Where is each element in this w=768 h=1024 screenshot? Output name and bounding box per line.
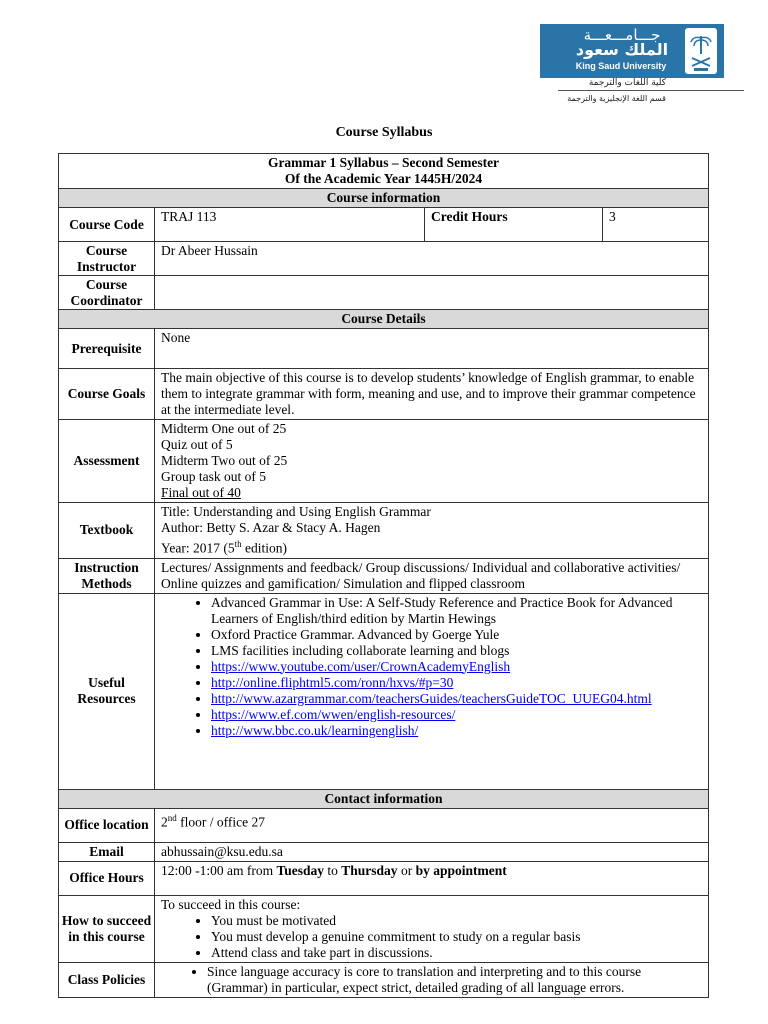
textbook-title: Title: Understanding and Using English Grammar — [161, 504, 431, 519]
syllabus-title-line2: Of the Academic Year 1445H/2024 — [284, 171, 483, 186]
credit-hours-value: 3 — [603, 208, 709, 242]
class-policies-value — [155, 962, 709, 997]
resource-link[interactable]: http://online.fliphtml5.com/ronn/hxvs/#p=30 — [211, 674, 454, 690]
email-value: abhussain@ksu.edu.sa — [155, 842, 709, 861]
syllabus-table — [58, 153, 709, 998]
course-information-header: Course information — [59, 189, 709, 208]
course-goals-row — [59, 369, 709, 420]
page-title: Course Syllabus — [335, 125, 433, 140]
textbook-row — [59, 503, 709, 559]
palm-swords-emblem-icon — [685, 28, 717, 74]
syllabus-heading — [59, 154, 709, 189]
course-code-label: Course Code — [59, 208, 155, 242]
logo-arabic-line2: الملك سعود — [575, 40, 669, 59]
section-row — [59, 789, 709, 808]
prerequisite-label: Prerequisite — [59, 329, 155, 369]
assessment-item: Midterm Two out of 25 — [161, 453, 288, 468]
resource-link[interactable]: https://www.ef.com/wwen/english-resources/ — [211, 706, 456, 722]
resource-link-item — [211, 675, 702, 691]
course-instructor-label: Course Instructor — [59, 242, 155, 276]
how-to-succeed-label: How to succeed in this course — [59, 895, 155, 962]
syllabus-heading-row — [59, 154, 709, 189]
textbook-author: Author: Betty S. Azar & Stacy A. Hagen — [161, 520, 381, 535]
resource-item: • Oxford Practice Grammar. Advanced by Goerge Yule — [211, 627, 702, 643]
assessment-item: Final out of 40 — [161, 485, 241, 500]
resource-link-item — [211, 659, 702, 675]
instruction-methods-label: Instruction Methods — [59, 558, 155, 593]
office-hours-label: Office Hours — [59, 861, 155, 895]
resources-list — [161, 595, 702, 739]
course-instructor-row — [59, 242, 709, 276]
office-hours-value: 12:00 -1:00 am from Tuesday to Thursday or by appointment — [155, 861, 709, 895]
course-goals-label: Course Goals — [59, 369, 155, 420]
course-goals-value: The main objective of this course is to develop students’ knowledge of English grammar, to enable them to integrate grammar with form, meaning and use, and to improve their grammar competence at the intermediate level. — [155, 369, 709, 420]
assessment-list — [155, 420, 709, 503]
how-to-succeed-intro: To succeed in this course: — [161, 896, 301, 912]
succeed-item: • Attend class and take part in discussions. — [211, 945, 702, 961]
course-code-row — [59, 208, 709, 242]
email-label: Email — [59, 842, 155, 861]
assessment-item: Midterm One out of 25 — [161, 421, 287, 436]
college-name-arabic: كلية اللغات والترجمة — [588, 78, 666, 88]
how-to-succeed-value — [155, 895, 709, 962]
how-to-succeed-list — [161, 913, 702, 961]
resource-link-item — [211, 707, 702, 723]
assessment-item: Quiz out of 5 — [161, 437, 233, 452]
class-policies-row — [59, 962, 709, 997]
resource-link[interactable]: http://www.bbc.co.uk/learningenglish/ — [211, 722, 419, 738]
useful-resources-value — [155, 593, 709, 789]
office-location-value: 2nd floor / office 27 — [155, 808, 709, 842]
office-location-label: Office location — [59, 808, 155, 842]
section-row — [59, 310, 709, 329]
syllabus-title-line1: Grammar 1 Syllabus – Second Semester — [267, 155, 500, 170]
course-instructor-value: Dr Abeer Hussain — [155, 242, 709, 276]
section-row — [59, 189, 709, 208]
resource-item: • LMS facilities including collaborate learning and blogs — [211, 643, 702, 659]
contact-information-header: Contact information — [59, 789, 709, 808]
textbook-label: Textbook — [59, 503, 155, 559]
department-name-arabic: قسم اللغة الإنجليزية والترجمة — [567, 94, 666, 103]
course-details-header: Course Details — [59, 310, 709, 329]
office-hours-row — [59, 861, 709, 895]
course-coordinator-row — [59, 276, 709, 310]
resource-link[interactable]: http://www.azargrammar.com/teachersGuides/teachersGuideTOC_UUEG04.html — [211, 690, 652, 706]
university-logo — [540, 24, 724, 78]
resource-link-item — [211, 723, 702, 739]
email-row — [59, 842, 709, 861]
assessment-label: Assessment — [59, 420, 155, 503]
course-coordinator-value — [155, 276, 709, 310]
instruction-methods-row — [59, 558, 709, 593]
course-code-value: TRAJ 113 — [155, 208, 425, 242]
useful-resources-label: Useful Resources — [59, 593, 155, 789]
resource-link[interactable]: https://www.youtube.com/user/CrownAcademyEnglish — [211, 658, 511, 674]
logo-english-name: King Saud University — [575, 61, 667, 71]
textbook-year: Year: 2017 (5th edition) — [161, 539, 288, 556]
credit-hours-label: Credit Hours — [425, 208, 603, 242]
policy-item: • Since language accuracy is core to translation and interpreting and to this course (Grammar) in particular, expect strict, detailed grading of all language errors. — [207, 964, 702, 996]
office-location-row — [59, 808, 709, 842]
prerequisite-value: None — [155, 329, 709, 369]
assessment-item: Group task out of 5 — [161, 469, 266, 484]
header-divider — [558, 90, 744, 91]
useful-resources-row — [59, 593, 709, 789]
succeed-item: • You must be motivated — [211, 913, 702, 929]
resource-link-item — [211, 691, 702, 707]
class-policies-list — [161, 964, 702, 996]
succeed-item: • You must develop a genuine commitment to study on a regular basis — [211, 929, 702, 945]
instruction-methods-value: Lectures/ Assignments and feedback/ Group discussions/ Individual and collaborative activities/ Online quizzes and gamification/ Simulation and flipped classroom — [155, 558, 709, 593]
assessment-row — [59, 420, 709, 503]
course-coordinator-label: Course Coordinator — [59, 276, 155, 310]
textbook-value — [155, 503, 709, 559]
class-policies-label: Class Policies — [59, 962, 155, 997]
resource-item: • Advanced Grammar in Use: A Self-Study Reference and Practice Book for Advanced Learners of English/third edition by Martin Hewings — [211, 595, 702, 627]
prerequisite-row — [59, 329, 709, 369]
logo-arabic-line1: جـــامـــعـــة — [583, 26, 661, 44]
how-to-succeed-row — [59, 895, 709, 962]
